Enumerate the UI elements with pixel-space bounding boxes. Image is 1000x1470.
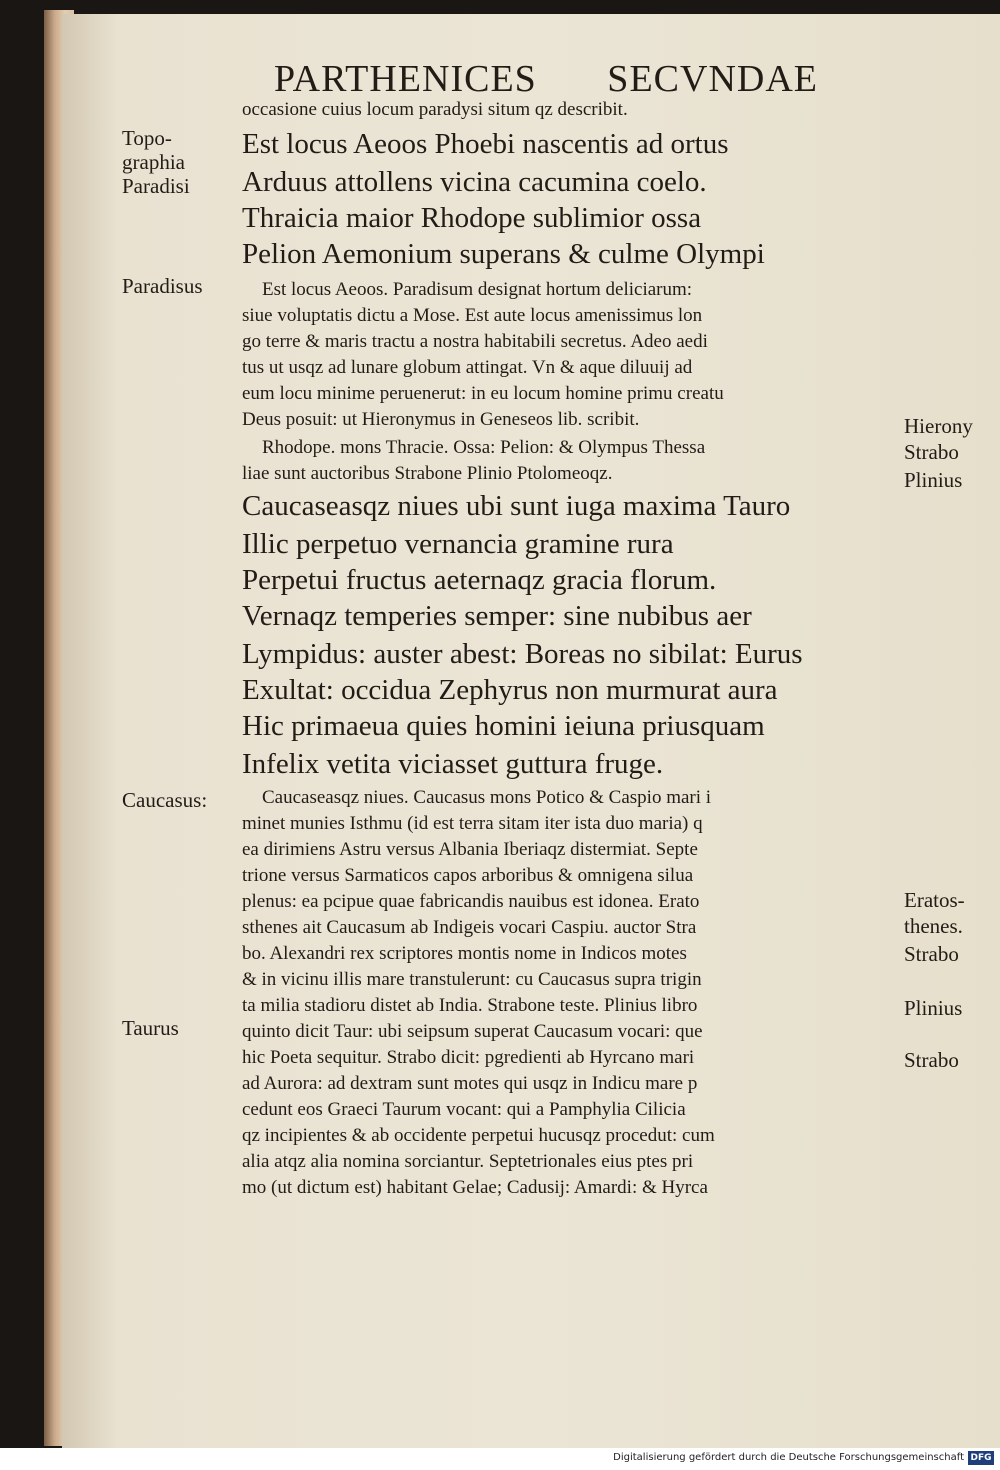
verse-line: Caucaseasqz niues ubi sunt iuga maxima Tauro	[242, 490, 791, 522]
verse-line: Hic primaeua quies homini ieiuna priusquam	[242, 710, 765, 742]
margin-gloss-left: graphia	[122, 150, 185, 174]
text-line: Caucaseasqz niues. Caucasus mons Potico & Caspio mari i	[262, 787, 712, 808]
verse-line: Est locus Aeoos Phoebi nascentis ad ortus	[242, 128, 729, 160]
text-line: siue voluptatis dictu a Mose. Est aute locus amenissimus lon	[242, 305, 703, 326]
text-line: Rhodope. mons Thracie. Ossa: Pelion: & Olympus Thessa	[262, 437, 706, 458]
margin-gloss-right: Strabo	[904, 1048, 959, 1072]
text-line: bo. Alexandri rex scriptores montis nome in Indicos motes	[242, 943, 687, 964]
margin-gloss-right: Strabo	[904, 942, 959, 966]
margin-gloss-right: Hierony	[904, 414, 973, 438]
verse-line: Perpetui fructus aeternaqz gracia florum.	[242, 564, 717, 596]
margin-gloss-left: Topo-	[122, 126, 172, 150]
text-line: occasione cuius locum paradysi situm qz describit.	[242, 99, 628, 120]
text-line: mo (ut dictum est) habitant Gelae; Cadusij: Amardi: & Hyrca	[242, 1177, 708, 1198]
text-line: ad Aurora: ad dextram sunt motes qui usqz in Indicu mare p	[242, 1073, 698, 1094]
dfg-logo: DFG	[968, 1451, 994, 1465]
text-line: Deus posuit: ut Hieronymus in Geneseos lib. scribit.	[242, 409, 640, 430]
verse-line: Arduus attollens vicina cacumina coelo.	[242, 166, 707, 198]
text-line: hic Poeta sequitur. Strabo dicit: pgredienti ab Hyrcano mari	[242, 1047, 695, 1068]
text-line: alia atqz alia nomina sorciantur. Septetrionales eius ptes pri	[242, 1151, 694, 1172]
text-line: qz incipientes & ab occidente perpetui hucusqz procedut: cum	[242, 1125, 715, 1146]
text-line: sthenes ait Caucasum ab Indigeis vocari Caspiu. auctor Stra	[242, 917, 697, 938]
text-line: tus ut usqz ad lunare globum attingat. Vn & aque diluuij ad	[242, 357, 693, 378]
footer-bar	[0, 1448, 1000, 1470]
verse-line: Infelix vetita viciasset guttura fruge.	[242, 748, 664, 780]
text-line: eum locu minime peruenerut: in eu locum homine primu creatu	[242, 383, 724, 404]
margin-gloss-right: thenes.	[904, 914, 963, 938]
text-line: plenus: ea pcipue quae fabricandis nauibus est idonea. Erato	[242, 891, 700, 912]
verse-line: Thraicia maior Rhodope sublimior ossa	[242, 202, 702, 234]
book-page	[62, 14, 1000, 1448]
text-line: go terre & maris tractu a nostra habitabili secretus. Adeo aedi	[242, 331, 708, 352]
verse-line: Lympidus: auster abest: Boreas no sibilat: Eurus	[242, 638, 803, 670]
margin-gloss-left: Caucasus:	[122, 788, 208, 812]
margin-gloss-left: Paradisus	[122, 274, 203, 298]
margin-gloss-right: Plinius	[904, 996, 963, 1020]
margin-gloss-left: Taurus	[122, 1016, 179, 1040]
verse-line: Illic perpetuo vernancia gramine rura	[242, 528, 674, 560]
margin-gloss-right: Plinius	[904, 468, 963, 492]
text-line: Est locus Aeoos. Paradisum designat hortum deliciarum:	[262, 279, 693, 300]
footer-credit: Digitalisierung gefördert durch die Deutsche Forschungsgemeinschaft	[613, 1452, 964, 1463]
margin-gloss-left: Paradisi	[122, 174, 190, 198]
margin-gloss-right: Eratos-	[904, 888, 965, 912]
verse-line: Exultat: occidua Zephyrus non murmurat aura	[242, 674, 778, 706]
text-line: cedunt eos Graeci Taurum vocant: qui a Pamphylia Cilicia	[242, 1099, 686, 1120]
text-line: quinto dicit Taur: ubi seipsum superat Caucasum vocari: que	[242, 1021, 703, 1042]
text-line: ea dirimiens Astru versus Albania Iberiaqz distermiat. Septe	[242, 839, 698, 860]
text-line: liae sunt auctoribus Strabone Plinio Ptolomeoqz.	[242, 463, 613, 484]
text-line: trione versus Sarmaticos capos arboribus & omnigena silua	[242, 865, 694, 886]
verse-line: Vernaqz temperies semper: sine nubibus aer	[242, 600, 752, 632]
text-line: & in vicinu illis mare transtulerunt: cu Caucasus supra trigin	[242, 969, 702, 990]
running-head: PARTHENICES SECVNDAE	[274, 58, 818, 100]
margin-gloss-right: Strabo	[904, 440, 959, 464]
text-line: ta milia stadioru distet ab India. Strabone teste. Plinius libro	[242, 995, 698, 1016]
verse-line: Pelion Aemonium superans & culme Olympi	[242, 238, 765, 270]
text-line: minet munies Isthmu (id est terra sitam iter ista duo maria) q	[242, 813, 703, 834]
